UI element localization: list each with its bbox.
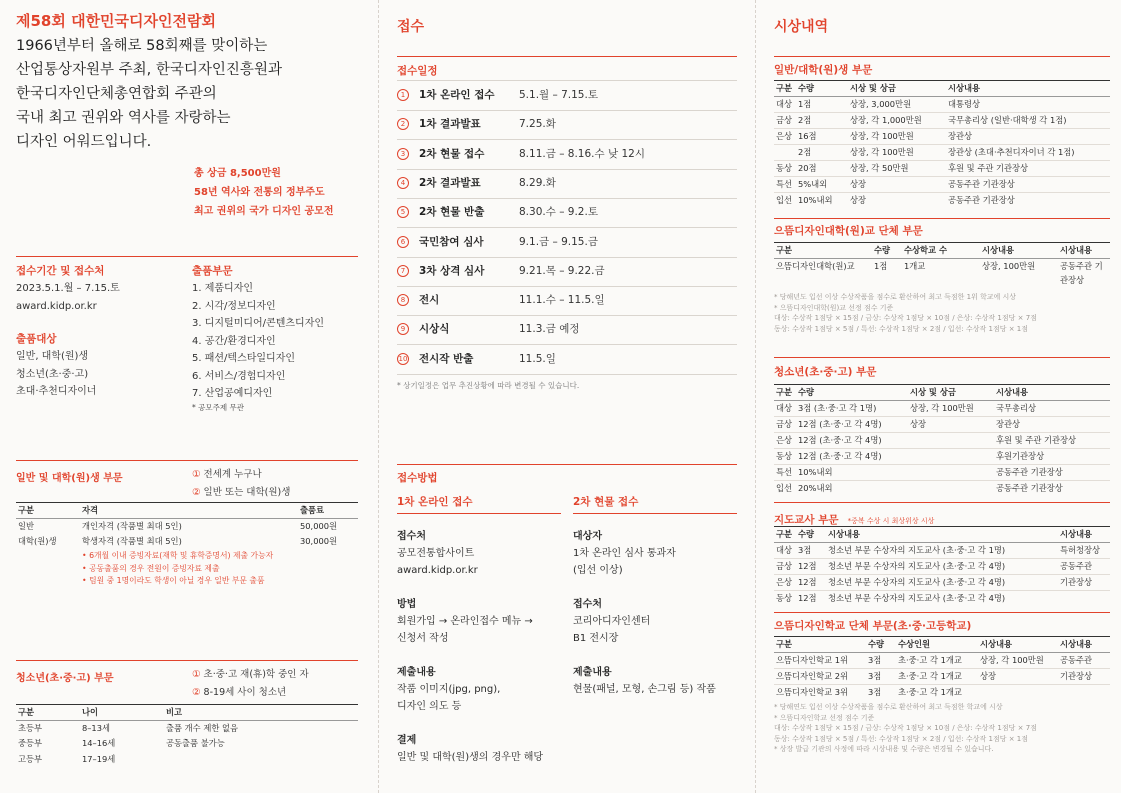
note-line: • 공동출품의 경우 전원이 증빙자료 제출 xyxy=(82,563,220,573)
category-item: 2. 시각/정보디자인 xyxy=(192,300,276,312)
period-info xyxy=(16,280,120,315)
note-line: 대상: 수상작 1점당 × 15점 / 금상: 수상작 1점당 × 10점 / 은상: 수상작 1점당 × 7점 xyxy=(774,314,1037,322)
schedule-label: 1차 온라인 접수 xyxy=(419,89,495,101)
highlight-line: 최고 권위의 국가 디자인 공모전 xyxy=(194,206,334,217)
schedule-row xyxy=(397,228,737,258)
general-bullets xyxy=(192,466,290,501)
table-row: 입선 10%내외 상장 공동주관 기관장상 xyxy=(776,195,1015,205)
schedule-date: 9.1.금 – 9.15.금 xyxy=(519,235,598,248)
intro-line: 국내 최고 권위와 역사를 자랑하는 xyxy=(16,110,231,126)
online-label: 접수처 xyxy=(397,531,426,542)
divider xyxy=(774,218,1110,219)
divider xyxy=(774,357,1110,358)
table-row: 일반 개인자격 (작품별 최대 5인) 50,000원 xyxy=(18,521,338,531)
step-number-icon: 2 xyxy=(397,118,409,130)
youth-age-table: 구분 나이 비고 초등부 8–13세 출품 개수 제한 없음 중등부 14–16세 공동출품 불가능 고등부 17–19세 xyxy=(16,704,358,767)
divider xyxy=(397,464,737,465)
step-number-icon: 3 xyxy=(397,148,409,160)
offline-info: 대상자 1차 온라인 심사 통과자 (입선 이상) 접수처 코리아디자인센터 B1 전시장 제출내용 현물(패널, 모형, 손그림 등) 작품 xyxy=(573,528,716,698)
method-heading: 접수방법 xyxy=(397,472,438,484)
award-univ-notes xyxy=(774,292,1037,334)
category-item: 1. 제품디자인 xyxy=(192,283,254,294)
table-row: 금상 12점 (초·중·고 각 4명) 상장 장관상 xyxy=(774,417,1110,433)
schedule-date: 8.29.화 xyxy=(519,176,556,189)
intro-line: 산업통상자원부 주최, 한국디자인진흥원과 xyxy=(16,62,282,78)
table-row: 으뜸디자인학교 2위 3점 초·중·고 각 1개교 상장 기관장상 xyxy=(774,669,1110,685)
schedule-label: 전시작 반출 xyxy=(419,352,474,365)
divider xyxy=(16,460,358,461)
registration-title: 접수 xyxy=(397,19,425,35)
step-number-icon: 7 xyxy=(397,265,409,277)
award-univ-table: 구분 수량 수상학교 수 시상내용 시상내용 으뜸디자인대학(원)교 1점 1개교 상장, 100만원 공동주관 기관장상 xyxy=(774,242,1110,287)
table-row: 금상 12점 청소년 부문 수상자의 지도교사 (초·중·고 각 4명) 공동주관 xyxy=(774,559,1110,575)
bullet-item: ① 전세계 누구나 xyxy=(192,469,262,480)
table-row: 대학(원)생 학생자격 (작품별 최대 5인) 30,000원 xyxy=(18,536,338,546)
target-item: 초대·추천디자이너 xyxy=(16,386,97,397)
award-general-heading: 일반/대학(원)생 부문 xyxy=(774,64,873,76)
table-row: 2점 상장, 각 100만원 장관상 (초대·추천디자이너 각 1점) xyxy=(774,145,1110,161)
table-row: 특선 5%내외 상장 공동주관 기관장상 xyxy=(774,177,1110,193)
period-site: award.kidp.or.kr xyxy=(16,300,97,312)
award-school-heading: 으뜸디자인학교 단체 부문(초·중·고등학교) xyxy=(774,620,972,632)
schedule-row xyxy=(397,81,737,111)
offline-heading: 2차 현물 접수 xyxy=(573,496,639,508)
step-number-icon: 5 xyxy=(397,206,409,218)
youth-bullets xyxy=(192,666,309,701)
schedule-date: 11.1.수 – 11.5.일 xyxy=(519,294,605,307)
circled-1-icon: ① xyxy=(192,669,204,680)
table-row: 고등부 17–19세 xyxy=(18,753,116,764)
intro-line: 디자인 어워드입니다. xyxy=(16,134,152,150)
schedule-date: 11.5.일 xyxy=(519,352,556,365)
schedule-label: 2차 현물 반출 xyxy=(419,206,485,219)
step-number-icon: 4 xyxy=(397,177,409,189)
award-school-notes xyxy=(774,702,1037,755)
table-row: 동상 12점 (초·중·고 각 4명) 후원기관장상 xyxy=(774,449,1110,465)
schedule-date: 9.21.목 – 9.22.금 xyxy=(519,264,605,277)
schedule-label: 3차 상격 심사 xyxy=(419,264,485,277)
divider xyxy=(774,612,1110,613)
schedule-row xyxy=(397,110,737,140)
table-row: 대상 3점 (초·중·고 각 1명) 상장, 각 100만원 국무총리상 xyxy=(774,401,1110,417)
period-heading: 접수기간 및 접수처 xyxy=(16,265,105,277)
table-row: 특선 10%내외 공동주관 기관장상 xyxy=(774,465,1110,481)
note-line: * 당해년도 입선 이상 수상작품을 점수로 환산하여 최고 득점한 1위 학교에 시상 xyxy=(774,293,1017,301)
step-number-icon: 8 xyxy=(397,294,409,306)
table-row: 동상 12점 청소년 부문 수상자의 지도교사 (초·중·고 각 4명) xyxy=(776,593,1006,603)
highlights xyxy=(194,164,334,221)
schedule-note: * 상기일정은 업무 추진상황에 따라 변경될 수 있습니다. xyxy=(397,381,580,390)
note-line: 동상: 수상작 1점당 × 5점 / 특선: 수상작 1점당 × 2점 / 입선: 수상작 1점당 × 1점 xyxy=(774,324,1028,333)
category-item: 4. 공간/환경디자인 xyxy=(192,335,276,347)
award-general-table: 구분 수량 시상 및 상금 시상내용 대상 1점 상장, 3,000만원 대통령상 금상 2점 상장, 각 1,000만원 국무총리상 (일반·대학생 각 1점) 은상 16점 상장, 각 100만원 장관상 2점 상장, 각 100만원 장관상 (초대·추천디자이너 각 1점) 동상 20점 상장, 각 50만원 후원 및 주관 기관장상 특선 5%내외 상장 공동주관 기관장상 입선 10%내외 상장 공동주관 기관장상 xyxy=(774,80,1110,208)
intro-line: 1966년부터 올해로 58회째를 맞이하는 xyxy=(16,38,268,54)
period-dates: 2023.5.1.월 – 7.15.토 xyxy=(16,283,120,294)
award-youth-heading: 청소년(초·중·고) 부문 xyxy=(774,366,877,378)
online-label: 제출내용 xyxy=(397,667,436,678)
table-row: 초등부 8–13세 출품 개수 제한 없음 xyxy=(18,723,239,733)
note-line: • 팀원 중 1명이라도 학생이 아닐 경우 일반 부문 출품 xyxy=(82,576,265,585)
award-teacher-heading-row xyxy=(774,508,934,527)
schedule-date: 7.25.화 xyxy=(519,118,556,131)
schedule-label: 2차 결과발표 xyxy=(419,176,481,189)
table-row: 으뜸디자인학교 3위 3점 초·중·고 각 1개교 xyxy=(776,687,962,697)
award-teacher-heading: 지도교사 부문 xyxy=(774,514,839,526)
divider xyxy=(573,513,737,514)
bullet-item: ① 초·중·고 재(휴)학 중인 자 xyxy=(192,669,309,680)
online-heading: 1차 온라인 접수 xyxy=(397,496,473,508)
general-notes xyxy=(82,550,273,588)
divider xyxy=(397,56,737,57)
schedule-label: 국민참여 심사 xyxy=(419,235,484,248)
circled-1-icon: ① xyxy=(192,469,204,480)
divider xyxy=(774,502,1110,503)
schedule-row xyxy=(397,257,737,287)
divider xyxy=(397,513,561,514)
step-number-icon: 1 xyxy=(397,89,409,101)
divider xyxy=(774,56,1110,57)
table-row: 대상 3점 청소년 부문 수상자의 지도교사 (초·중·고 각 1명) 특허청장상 xyxy=(774,543,1110,559)
divider xyxy=(16,256,358,257)
page-title: 제58회 대한민국디자인전람회 xyxy=(16,12,216,30)
schedule-date: 8.30.수 – 9.2.토 xyxy=(519,206,598,219)
highlight-line: 58년 역사와 전통의 정부주도 xyxy=(194,187,325,198)
note-line: • 6개월 이내 증빙자료(재학 및 휴학증명서) 제출 가능자 xyxy=(82,551,274,560)
category-item: 5. 패션/텍스타일디자인 xyxy=(192,353,296,364)
awards-title: 시상내역 xyxy=(774,19,829,35)
step-number-icon: 10 xyxy=(398,354,408,363)
bullet-item: ② 일반 또는 대학(원)생 xyxy=(192,486,291,498)
schedule-date: 8.11.금 – 8.16.수 낮 12시 xyxy=(519,147,645,160)
note-line: 대상: 수상작 1점당 × 15점 / 금상: 수상작 1점당 × 10점 / 은상: 수상작 1점당 × 7점 xyxy=(774,724,1037,732)
online-label: 방법 xyxy=(397,599,417,610)
note-line: * 상장 발급 기관의 사정에 따라 시상내용 및 수량은 변경될 수 있습니다. xyxy=(774,745,994,753)
schedule-label: 전시 xyxy=(419,294,440,307)
note-line: * 으뜸디자인학교 선정 점수 기준 xyxy=(774,713,875,722)
award-teacher-note: *중복 수상 시 최상위상 시상 xyxy=(847,517,935,525)
offline-label: 접수처 xyxy=(573,599,602,610)
general-fee-table: 구분 자격 출품료 일반 개인자격 (작품별 최대 5인) 50,000원 대학(원)생 학생자격 (작품별 최대 5인) 30,000원 xyxy=(16,502,358,550)
offline-label: 제출내용 xyxy=(573,667,612,678)
categories-note: * 공모주제 무관 xyxy=(192,403,244,412)
table-row: 중등부 14–16세 공동출품 불가능 xyxy=(18,738,225,748)
categories-heading: 출품부문 xyxy=(192,265,233,277)
target-heading: 출품대상 xyxy=(16,333,57,345)
schedule-label: 2차 현물 접수 xyxy=(419,147,485,160)
step-number-icon: 6 xyxy=(397,236,409,248)
schedule-row xyxy=(397,169,737,199)
intro-panel xyxy=(0,0,372,793)
intro-line: 한국디자인단체총연합회 주관의 xyxy=(16,86,217,102)
schedule-row xyxy=(397,198,737,228)
offline-label: 대상자 xyxy=(573,531,602,542)
award-school-table: 구분 수량 수상인원 시상내용 시상내용 으뜸디자인학교 1위 3점 초·중·고 각 1개교 상장, 각 100만원 공동주관 으뜸디자인학교 2위 3점 초·중·고 각 1개교 상장 기관장상 으뜸디자인학교 3위 3점 초·중·고 각 1개교 xyxy=(774,636,1110,700)
online-label: 결제 xyxy=(397,735,417,746)
table-row: 동상 20점 상장, 각 50만원 후원 및 주관 기관장상 xyxy=(774,161,1110,177)
note-line: 동상: 수상작 1점당 × 5점 / 특선: 수상작 1점당 × 2점 / 입선: 수상작 1점당 × 1점 xyxy=(774,734,1028,743)
table-row: 은상 12점 (초·중·고 각 4명) 후원 및 주관 기관장상 xyxy=(774,433,1110,449)
awards-panel xyxy=(755,0,1121,793)
schedule-row xyxy=(397,286,737,316)
schedule-date: 5.1.월 – 7.15.토 xyxy=(519,89,598,101)
note-line: * 으뜸디자인대학(원)교 선정 점수 기준 xyxy=(774,303,894,312)
table-row: 금상 2점 상장, 각 1,000만원 국무총리상 (일반·대학생 각 1점) xyxy=(774,113,1110,129)
intro-text xyxy=(16,34,282,154)
online-info: 접수처 공모전통합사이트 award.kidp.or.kr 방법 회원가입 → 온라인접수 메뉴 → 신청서 작성 제출내용 작품 이미지(jpg, png), 디자인 의도 등 결제 일반 및 대학(원)생의 경우만 해당 xyxy=(397,528,543,766)
circled-2-icon: ② xyxy=(192,486,204,498)
bullet-item: ② 8-19세 사이 청소년 xyxy=(192,686,287,698)
table-row: 은상 12점 청소년 부문 수상자의 지도교사 (초·중·고 각 4명) 기관장상 xyxy=(774,575,1110,591)
table-row: 으뜸디자인대학(원)교 1점 1개교 상장, 100만원 공동주관 기관장상 xyxy=(776,261,1103,285)
schedule-row xyxy=(397,140,737,170)
category-item: 3. 디지털미디어/콘텐츠디자인 xyxy=(192,318,325,329)
table-row: 은상 16점 상장, 각 100만원 장관상 xyxy=(774,129,1110,145)
category-item: 7. 산업공예디자인 xyxy=(192,388,273,399)
schedule-date: 11.3.금 예정 xyxy=(519,323,580,336)
schedule-row xyxy=(397,315,737,345)
target-item: 일반, 대학(원)생 xyxy=(16,351,89,362)
general-heading: 일반 및 대학(원)생 부문 xyxy=(16,473,123,484)
divider xyxy=(397,374,737,375)
table-row: 으뜸디자인학교 1위 3점 초·중·고 각 1개교 상장, 각 100만원 공동주관 xyxy=(774,653,1110,669)
youth-heading: 청소년(초·중·고) 부문 xyxy=(16,673,114,684)
registration-panel xyxy=(378,0,750,793)
step-number-icon: 9 xyxy=(397,323,409,335)
category-item: 6. 서비스/경험디자인 xyxy=(192,370,286,382)
categories-list xyxy=(192,280,324,403)
table-row: 대상 1점 상장, 3,000만원 대통령상 xyxy=(774,97,1110,113)
schedule-label: 시상식 xyxy=(419,323,450,336)
schedule-heading: 접수일정 xyxy=(397,65,438,77)
divider xyxy=(16,660,358,661)
note-line: * 당해연도 입선 이상 수상작품을 점수로 환산하여 최고 득점한 학교에 시상 xyxy=(774,703,1003,711)
award-youth-table: 구분 수량 시상 및 상금 시상내용 대상 3점 (초·중·고 각 1명) 상장, 각 100만원 국무총리상 금상 12점 (초·중·고 각 4명) 상장 장관상 은상 12점 (초·중·고 각 4명) 후원 및 주관 기관장상 동상 12점 (초·중·고 각 4명) 후원기관장상 특선 10%내외 공동주관 기관장상 입선 20%내외 공동주관 기관장상 xyxy=(774,384,1110,496)
target-item: 청소년(초·중·고) xyxy=(16,368,89,380)
schedule-label: 1차 결과발표 xyxy=(419,118,481,131)
schedule-row xyxy=(397,345,737,375)
table-row: 입선 20%내외 공동주관 기관장상 xyxy=(776,483,1063,493)
award-teacher-table: 구분 수량 시상내용 시상내용 대상 3점 청소년 부문 수상자의 지도교사 (초·중·고 각 1명) 특허청장상 금상 12점 청소년 부문 수상자의 지도교사 (초·중·고 각 4명) 공동주관 은상 12점 청소년 부문 수상자의 지도교사 (초·중·고 각 4명) 기관장상 동상 12점 청소년 부문 수상자의 지도교사 (초·중·고 각 4명) xyxy=(774,526,1110,606)
highlight-line: 총 상금 8,500만원 xyxy=(194,168,281,179)
target-list xyxy=(16,348,96,401)
award-univ-heading: 으뜸디자인대학(원)교 단체 부문 xyxy=(774,225,923,237)
circled-2-icon: ② xyxy=(192,686,204,698)
